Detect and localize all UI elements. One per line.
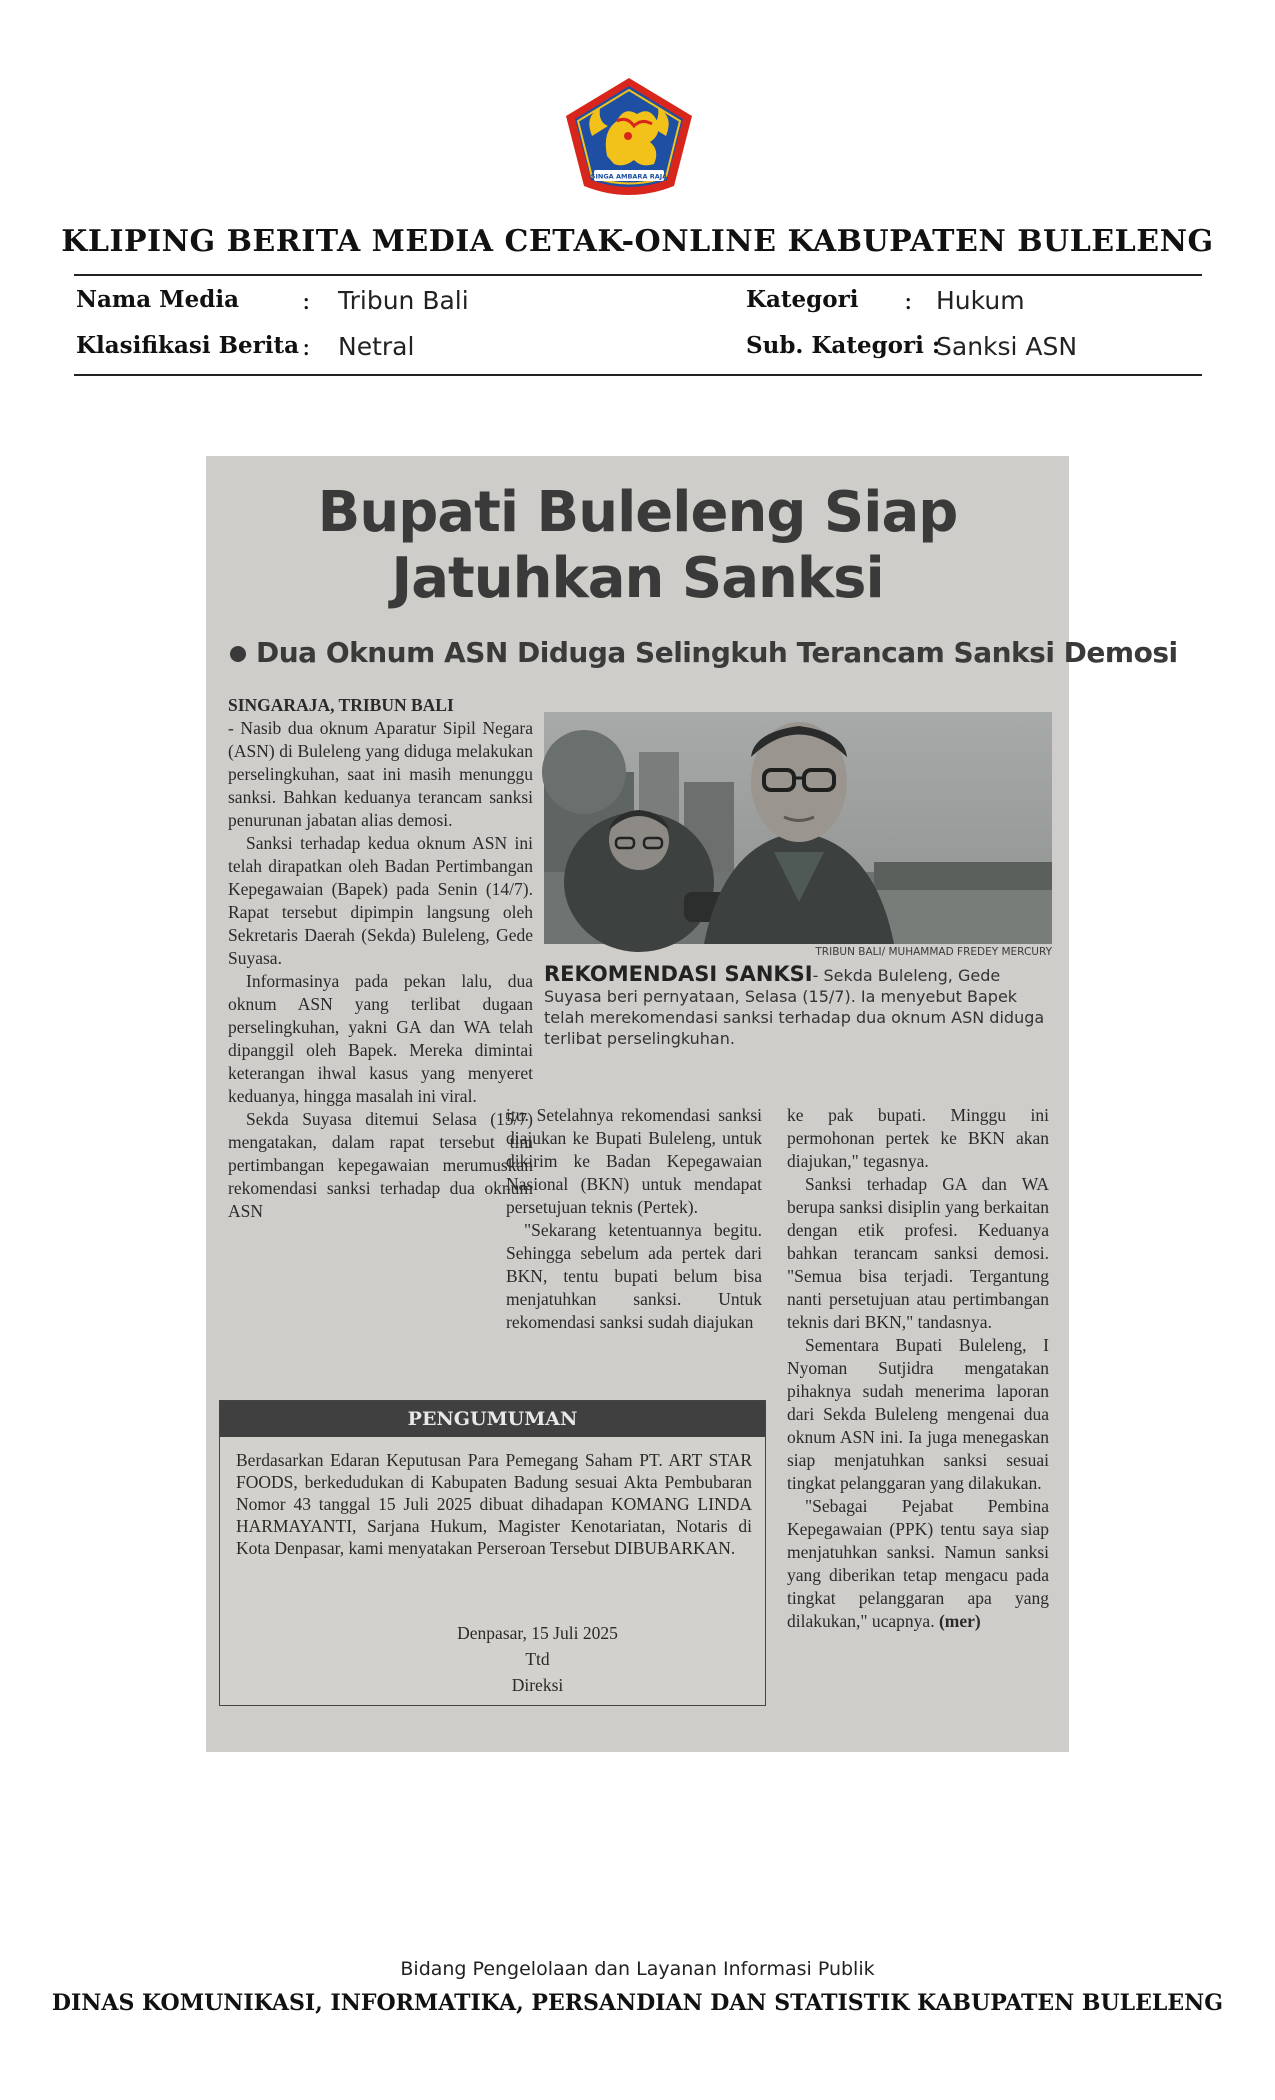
- announcement-ttd: Ttd: [525, 1649, 550, 1669]
- announcement-signer: Direksi: [511, 1675, 564, 1695]
- colon-separator: :: [302, 286, 311, 315]
- emblem-caption: SINGA AMBARA RAJA: [590, 172, 668, 181]
- article-paragraph: "Sekarang ketentuannya begitu. Sehingga sebelum ada pertek dari BKN, tentu bupati belum bisa menjatuhkan sanksi. Untuk rekomendasi sanksi sudah diajukan: [506, 1220, 762, 1332]
- announcement-body: Berdasarkan Edaran Keputusan Para Pemegang Saham PT. ART STAR FOODS, berkedudukan di Kabupaten Badung sesuai Akta Pembubaran Nomor 43 tanggal 15 Juli 2025 dibuat dihadapan KOMANG LINDA HARMAYANTI, Sarjana Hukum, Magister Kenotariatan, Notaris di Kota Denpasar, kami menyatakan Perseroan Tersebut DIBUBARKAN.: [236, 1450, 752, 1558]
- nama-media-label: Nama Media: [76, 286, 239, 313]
- buleleng-emblem-logo: [562, 76, 696, 200]
- announcement-box: [219, 1400, 766, 1706]
- article-paragraph: Sanksi terhadap kedua oknum ASN ini telah dirapatkan oleh Badan Pertimbangan Kepegawaian (Bapek) pada Senin (14/7). Rapat tersebut dipimpin langsung oleh Sekretaris Daerah (Sekda) Buleleng, Gede Suyasa.: [228, 833, 533, 968]
- caption-text: - Sekda Buleleng, Gede Suyasa beri pernyataan, Selasa (15/7). Ia menyebut Bapek telah merekomendasi sanksi terhadap dua oknum ASN diduga terlibat perselingkuhan.: [544, 966, 1045, 1048]
- article-paragraph: Sekda Suyasa ditemui Selasa (15/7) mengatakan, dalam rapat tersebut tim pertimbangan kepegawaian merumuskan rekomendasi sanksi terhadap dua oknum ASN: [228, 1109, 533, 1221]
- subheadline-text: Dua Oknum ASN Diduga Selingkuh Terancam Sanksi Demosi: [256, 636, 1178, 669]
- article-photo: [544, 712, 1052, 944]
- announcement-title: PENGUMUMAN: [220, 1401, 765, 1437]
- caption-heading: REKOMENDASI SANKSI: [544, 962, 813, 986]
- headline-line-2: Jatuhkan Sanksi: [391, 546, 884, 611]
- photo-credit: TRIBUN BALI/ MUHAMMAD FREDEY MERCURY: [815, 946, 1052, 958]
- article-column-3: [787, 1104, 1049, 1633]
- document-title: KLIPING BERITA MEDIA CETAK-ONLINE KABUPATEN BULELENG: [61, 224, 1214, 259]
- photo-caption: [544, 964, 1052, 1049]
- article-subheadline: [230, 636, 1178, 669]
- header-rule-bottom: [74, 374, 1202, 376]
- colon-separator: :: [904, 286, 913, 315]
- kategori-value: Hukum: [936, 286, 1025, 315]
- nama-media-value: Tribun Bali: [338, 286, 469, 315]
- article-paragraph: - Nasib dua oknum Aparatur Sipil Negara (ASN) di Buleleng yang diduga melakukan perselingkuhan, saat ini masih menunggu sanksi. Bahkan keduanya terancam sanksi penurunan jabatan alias demosi.: [228, 718, 533, 830]
- footer-title: DINAS KOMUNIKASI, INFORMATIKA, PERSANDIAN DAN STATISTIK KABUPATEN BULELENG: [51, 1990, 1224, 2016]
- footer-subtitle: Bidang Pengelolaan dan Layanan Informasi Publik: [400, 1958, 875, 1980]
- article-paragraph: ke pak bupati. Minggu ini permohonan pertek ke BKN akan diajukan," tegasnya.: [787, 1105, 1049, 1171]
- header-rule-top: [74, 274, 1202, 276]
- article-paragraph: Sementara Bupati Buleleng, I Nyoman Sutjidra mengatakan pihaknya sudah menerima laporan dari Sekda Buleleng mengenai dua oknum ASN ini. Ia juga menegaskan siap menjatuhkan sanksi sesuai tingkat pelanggaran yang dilakukan.: [787, 1335, 1049, 1493]
- kategori-label: Kategori: [746, 286, 859, 313]
- klasifikasi-label: Klasifikasi Berita: [76, 332, 300, 359]
- byline: (mer): [938, 1611, 981, 1631]
- newspaper-clipping: [206, 456, 1178, 1752]
- article-paragraph: Sanksi terhadap GA dan WA berupa sanksi disiplin yang berkaitan dengan etik profesi. Keduanya bahkan terancam sanksi demosi. "Semua bisa terjadi. Tergantung nanti persetujuan atau pertimbangan teknis dari BKN," tandasnya.: [787, 1174, 1049, 1332]
- klasifikasi-value: Netral: [338, 332, 415, 361]
- article-paragraph: Informasinya pada pekan lalu, dua oknum ASN yang terlibat dugaan perselingkuhan, yakni GA dan WA telah dipanggil oleh Bapek. Mereka dimintai keterangan ihwal kasus yang menyeret keduanya, hingga masalah ini viral.: [228, 971, 533, 1106]
- bullet-icon: [230, 646, 246, 662]
- article-column-1: [228, 694, 533, 1223]
- announcement-place-date: Denpasar, 15 Juli 2025: [457, 1623, 618, 1643]
- article-paragraph: itu. Setelahnya rekomendasi sanksi diajukan ke Bupati Buleleng, untuk dikirim ke Badan Kepegawaian Nasional (BKN) untuk mendapat persetujuan teknis (Pertek).: [506, 1105, 762, 1217]
- sub-kategori-label: Sub. Kategori :: [746, 332, 941, 359]
- sub-kategori-value: Sanksi ASN: [936, 332, 1078, 361]
- dateline: SINGARAJA, TRIBUN BALI: [228, 695, 454, 715]
- article-paragraph: "Sebagai Pejabat Pembina Kepegawaian (PPK) tentu saya siap menjatuhkan sanksi. Namun sanksi yang diberikan tetap mengacu pada tingkat pelanggaran apa yang dilakukan," ucapnya.: [787, 1496, 1049, 1631]
- headline-line-1: Bupati Buleleng Siap: [317, 480, 958, 545]
- article-column-2: [506, 1104, 762, 1334]
- article-headline: [206, 480, 1069, 612]
- colon-separator: :: [302, 332, 311, 361]
